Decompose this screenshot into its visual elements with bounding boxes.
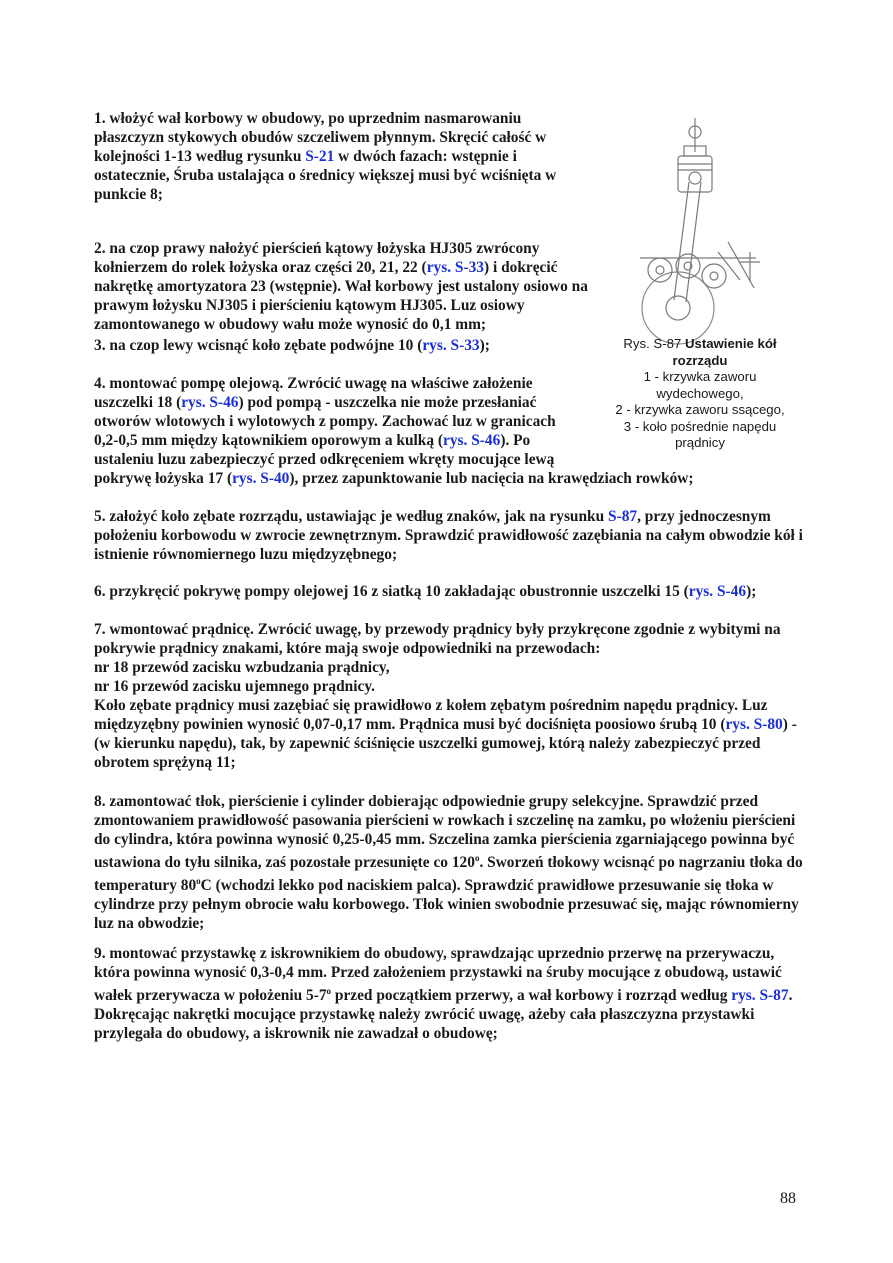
- link-rys-s-33[interactable]: rys. S-33: [426, 259, 484, 276]
- crank-gear: [642, 272, 714, 344]
- step-2-text-b: ) i dokręcić nakrętkę amortyzatora 23 (wstępnie). Wał korbowy jest ustalony osiowo na prawym łożysku NJ305 i pierścieniu kątowym HJ305. Luz osiowy zamontowanego w obudowy wału może wynosić do 0,1 mm;: [94, 259, 588, 333]
- step-1: [84, 109, 594, 204]
- step-3: [84, 336, 594, 355]
- link-rys-s-40[interactable]: rys. S-40: [232, 470, 290, 487]
- caption-item-3: 3 - koło pośrednie napędu prądnicy: [623, 418, 777, 450]
- degree-mark: o: [474, 853, 480, 863]
- step-7-line-2: nr 16 przewód zacisku ujemnego prądnicy.: [94, 678, 376, 695]
- caption-prefix: Rys. S-87: [623, 336, 682, 351]
- step-6-text-b: );: [746, 583, 757, 600]
- step-7-text-b: Koło zębate prądnicy musi zazębiać się prawidłowo z kołem zębatym pośrednim napędu prądnicy. Luz międzyzębny powinien wynosić 0,07-0,17 mm. Prądnica musi być dociśnięta poosiowo śrubą 10 (: [94, 697, 768, 733]
- link-rys-s-46-c[interactable]: rys. S-46: [688, 583, 747, 600]
- step-8-text-b: . Sworzeń tłokowy wcisnąć po nagrzaniu tłoka do temperatury 80: [94, 854, 803, 895]
- step-4-text-b: ) pod pompą - uszczelka nie może przesłaniać otworów wlotowych i wylotowych z pompy. Zachować luz w granicach 0,2-0,5 mm między kątownikiem oporowym a kulką (: [94, 394, 556, 449]
- link-s-87[interactable]: S-87: [608, 508, 638, 525]
- step-7-text-c: ) - (w kierunku napędu), tak, by zapewnić ściśnięcie uszczelki gumowej, którą należy zabezpieczyć przed obrotem sprężyną 11;: [94, 716, 797, 771]
- step-5: [84, 507, 814, 564]
- link-rys-s-80[interactable]: rys. S-80: [725, 716, 783, 733]
- page-number: 88: [780, 1190, 796, 1207]
- step-2: [84, 239, 599, 334]
- link-rys-s-46-b[interactable]: rys. S-46: [443, 432, 501, 449]
- piston: [678, 156, 712, 192]
- step-9-text-a: 9. montować przystawkę z iskrownikiem do obudowy, sprawdzając uprzednio przerwę na przerywaczu, która powinna wynosić 0,3-0,4 mm. Przed założeniem przystawki na śruby mocujące z obudową, ustawić wałek przerywacza w położeniu 5-7: [94, 945, 782, 1005]
- connecting-rod: [674, 182, 701, 302]
- step-9-text-b: przed początkiem przerwy, a wał korbowy i rozrząd według: [331, 987, 732, 1005]
- cam-gear-1: [648, 258, 672, 282]
- step-6-text-a: 6. przykręcić pokrywę pompy olejowej 16 z siatką 10 zakładając obustronnie uszczelki 15 (: [94, 583, 689, 600]
- link-rys-s-33-b[interactable]: rys. S-33: [422, 337, 480, 354]
- step-7-line-1: nr 18 przewód zacisku wzbudzania prądnicy,: [94, 659, 390, 676]
- step-8: [84, 792, 814, 933]
- step-7-text-a: 7. wmontować prądnicę. Zwrócić uwagę, by przewody prądnicy były przykręcone zgodnie z wybitymi na pokrywie prądnicy znakami, które mają swoje odpowiedniki na przewodach:: [94, 621, 781, 657]
- link-rys-s-87[interactable]: rys. S-87: [731, 987, 789, 1005]
- step-5-text-a: 5. założyć koło zębate rozrządu, ustawiając je według znaków, jak na rysunku: [94, 508, 609, 525]
- step-4-text-c: ). Po ustaleniu luzu zabezpieczyć przed odkręceniem wkręty mocujące lewą pokrywę łożyska 17 (: [94, 432, 555, 487]
- caption-title: [600, 336, 800, 369]
- link-s-21[interactable]: S-21: [305, 148, 335, 165]
- step-3-text-a: 3. na czop lewy wcisnąć koło zębate podwójne 10 (: [94, 337, 423, 354]
- step-8-text-c: C (wchodzi lekko pod naciskiem palca). Sprawdzić prawidłowe przesuwanie się tłoka w cylindrze przy pełnym obrocie wału korbowego. Tłok winien swobodnie przesuwać się, mając równomierny luz na obwodzie;: [94, 877, 799, 933]
- caption-item-1: 1 - krzywka zaworu wydechowego,: [643, 369, 757, 401]
- step-1-text-b: w dwóch fazach: wstępnie i ostatecznie, Śruba ustalająca o średnicy większej musi być wciśnięta w punkcie 8;: [94, 148, 557, 203]
- figure-caption: [600, 336, 800, 452]
- intermediate-gear: [702, 264, 726, 288]
- piston-pin: [689, 172, 701, 184]
- link-rys-s-46[interactable]: rys. S-46: [181, 394, 239, 411]
- caption-item-2: 2 - krzywka zaworu ssącego,: [615, 402, 785, 417]
- step-5-text-b: , przy jednoczesnym położeniu korbowodu w zwrocie zewnętrznym. Sprawdzić prawidłowość zazębiania na całym obwodzie kół i istnienie równomiernego luzu międzyzębnego;: [94, 508, 803, 563]
- step-2-text-a: 2. na czop prawy nałożyć pierścień kątowy łożyska HJ305 zwrócony kołnierzem do rolek łożyska oraz części 20, 21, 22 (: [94, 240, 540, 276]
- caption-title-text: Ustawienie kół rozrządu: [672, 336, 777, 368]
- step-6: [84, 582, 814, 601]
- step-8-text-a: 8. zamontować tłok, pierścienie i cylinder dobierając odpowiednie grupy selekcyjne. Sprawdzić przed zmontowaniem prawidłowość pasowania pierścieni w rowkach i szczelinę na zamku, po włożeniu pierścieni do cylindra, która powinna wynosić 0,25-0,45 mm. Szczelina zamka pierścienia zgarniającego powinna być ustawiona do tyłu silnika, zaś pozostałe przesunięte co 120: [94, 793, 796, 872]
- degree-mark: o: [326, 986, 332, 996]
- step-7: [84, 620, 814, 772]
- degree-mark: o: [196, 876, 201, 887]
- step-3-text-b: );: [479, 337, 490, 354]
- step-4-text-a: 4. montować pompę olejową. Zwrócić uwagę na właściwe założenie uszczelki 18 (: [94, 375, 533, 411]
- step-9-text-c: . Dokręcając nakrętki mocujące przystawkę należy zwrócić uwagę, ażeby cała płaszczyzna przystawki przylegała do obudowy, a iskrownik nie zawadzał o obudowę;: [94, 987, 793, 1043]
- step-4-text-d: ), przez zapunktowanie lub nacięcia na krawędziach rowków;: [289, 470, 694, 487]
- step-1-text-a: 1. włożyć wał korbowy w obudowy, po uprzednim nasmarowaniu płaszczyzn stykowych obudów szczeliwem płynnym. Skręcić całość w kolejności 1-13 według rysunku: [94, 110, 547, 165]
- step-9: [84, 944, 814, 1043]
